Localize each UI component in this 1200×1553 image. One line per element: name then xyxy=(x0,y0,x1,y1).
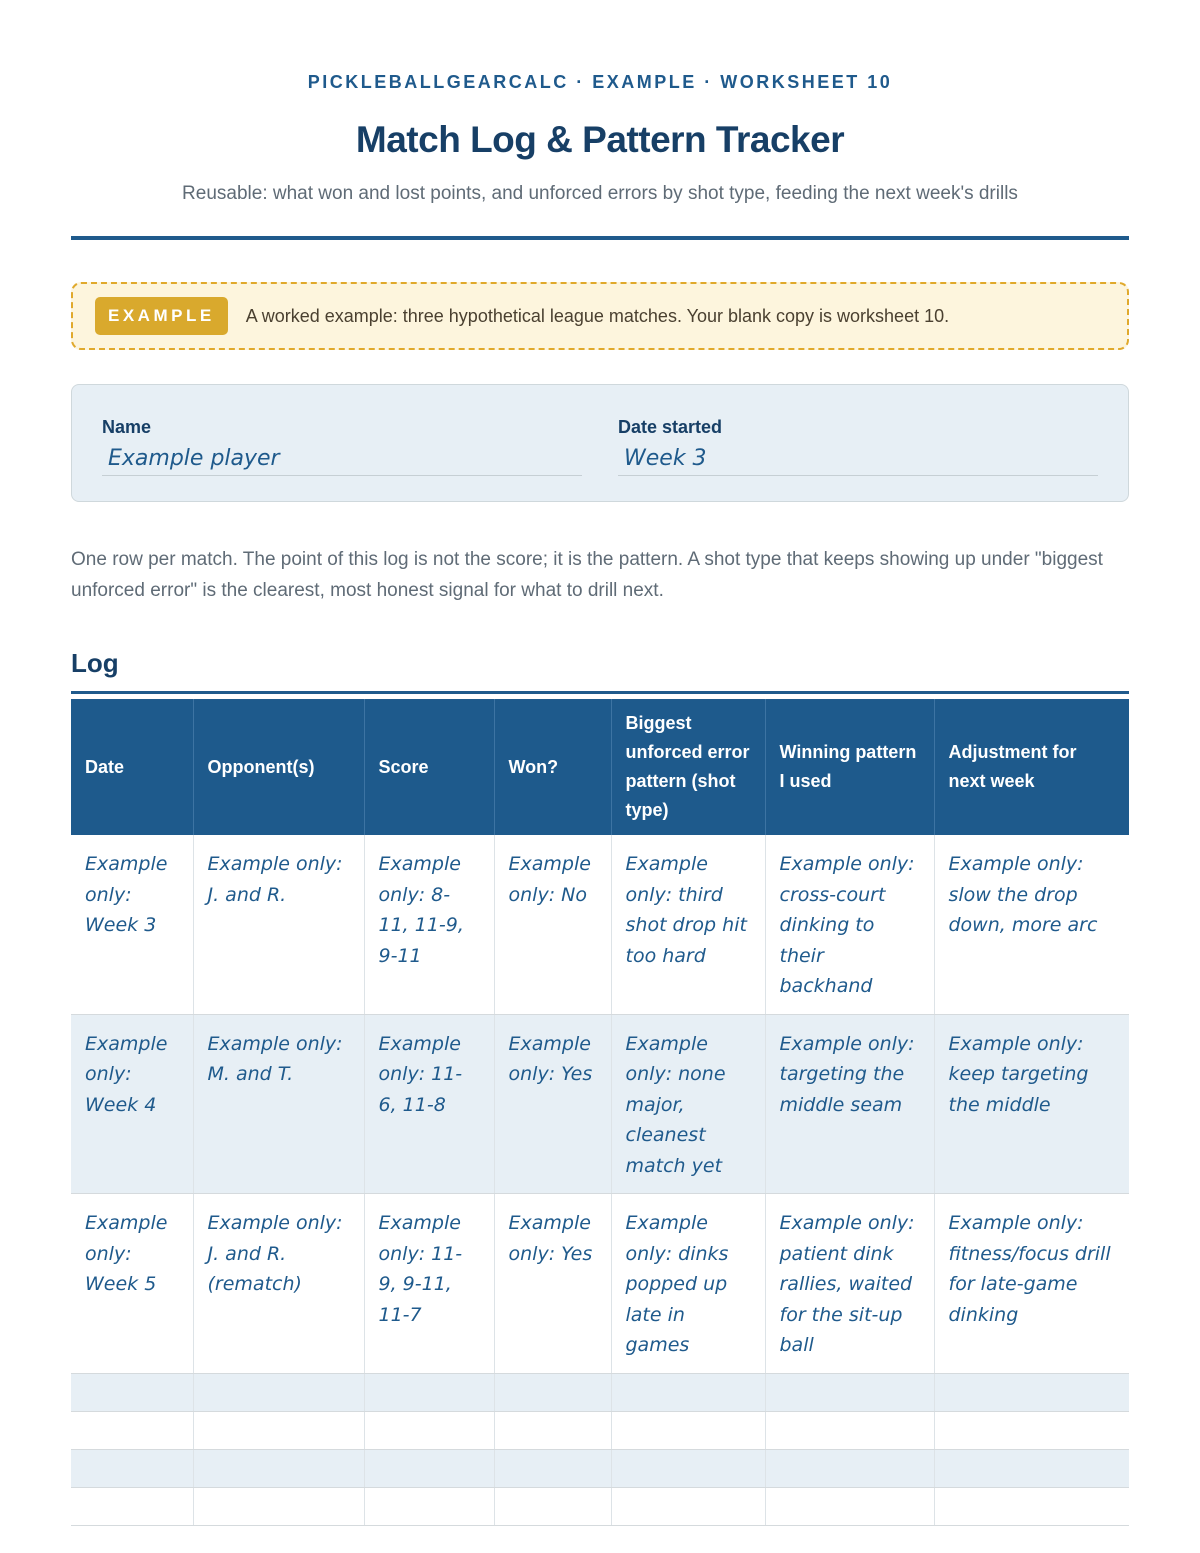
log-section-divider xyxy=(71,691,1129,694)
blank-table-row xyxy=(71,1373,1129,1411)
cell-adjustment[interactable]: Example only: fitness/focus drill for late-game dinking xyxy=(934,1194,1129,1374)
blank-cell[interactable] xyxy=(71,1487,193,1525)
cell-won[interactable]: Example only: Yes xyxy=(494,1194,611,1374)
blank-cell[interactable] xyxy=(193,1373,364,1411)
cell-winning-pattern[interactable]: Example only: targeting the middle seam xyxy=(765,1014,934,1194)
example-badge: EXAMPLE xyxy=(95,297,228,335)
blank-cell[interactable] xyxy=(193,1411,364,1449)
worksheet-eyebrow: PICKLEBALLGEARCALC · EXAMPLE · WORKSHEET 10 xyxy=(307,72,893,92)
blank-cell[interactable] xyxy=(611,1449,765,1487)
blank-table-row xyxy=(71,1487,1129,1525)
cell-adjustment[interactable]: Example only: keep targeting the middle xyxy=(934,1014,1129,1194)
worksheet-page xyxy=(71,0,1129,1526)
cell-date[interactable]: Example only: Week 5 xyxy=(71,1194,193,1374)
cell-score[interactable]: Example only: 8-11, 11-9, 9-11 xyxy=(364,835,494,1014)
blank-table-row xyxy=(71,1411,1129,1449)
blank-cell[interactable] xyxy=(611,1487,765,1525)
blank-cell[interactable] xyxy=(611,1373,765,1411)
table-row xyxy=(71,835,1129,1014)
blank-cell[interactable] xyxy=(494,1411,611,1449)
blank-cell[interactable] xyxy=(765,1487,934,1525)
blank-cell[interactable] xyxy=(364,1487,494,1525)
blank-cell[interactable] xyxy=(934,1487,1129,1525)
match-log-table xyxy=(71,699,1129,1526)
cell-score[interactable]: Example only: 11-9, 9-11, 11-7 xyxy=(364,1194,494,1374)
date-started-label: Date started xyxy=(618,417,723,437)
cell-opponents[interactable]: Example only: J. and R. xyxy=(193,835,364,1014)
cell-date[interactable]: Example only: Week 3 xyxy=(71,835,193,1014)
column-header-score: Score xyxy=(364,699,494,835)
cell-error-pattern[interactable]: Example only: third shot drop hit too hard xyxy=(611,835,765,1014)
blank-cell[interactable] xyxy=(765,1449,934,1487)
blank-cell[interactable] xyxy=(494,1449,611,1487)
header-divider xyxy=(71,236,1129,240)
blank-cell[interactable] xyxy=(934,1373,1129,1411)
blank-cell[interactable] xyxy=(934,1449,1129,1487)
blank-cell[interactable] xyxy=(193,1449,364,1487)
cell-winning-pattern[interactable]: Example only: patient dink rallies, waited for the sit-up ball xyxy=(765,1194,934,1374)
example-banner-text: A worked example: three hypothetical league matches. Your blank copy is worksheet 10. xyxy=(245,305,950,326)
cell-opponents[interactable]: Example only: M. and T. xyxy=(193,1014,364,1194)
blank-cell[interactable] xyxy=(364,1449,494,1487)
blank-cell[interactable] xyxy=(934,1411,1129,1449)
cell-score[interactable]: Example only: 11-6, 11-8 xyxy=(364,1014,494,1194)
name-label: Name xyxy=(102,417,152,437)
date-started-value[interactable]: Week 3 xyxy=(618,438,1098,476)
name-field xyxy=(102,417,582,501)
blank-cell[interactable] xyxy=(193,1487,364,1525)
date-started-field xyxy=(618,417,1098,501)
table-row xyxy=(71,1194,1129,1374)
worksheet-meta-panel xyxy=(71,384,1129,502)
blank-cell[interactable] xyxy=(494,1487,611,1525)
blank-table-row xyxy=(71,1449,1129,1487)
cell-opponents[interactable]: Example only: J. and R. (rematch) xyxy=(193,1194,364,1374)
cell-adjustment[interactable]: Example only: slow the drop down, more arc xyxy=(934,835,1129,1014)
column-header-winning-pattern: Winning pattern I used xyxy=(765,699,934,835)
table-row xyxy=(71,1014,1129,1194)
blank-cell[interactable] xyxy=(71,1411,193,1449)
example-banner xyxy=(71,282,1129,350)
blank-cell[interactable] xyxy=(765,1411,934,1449)
blank-cell[interactable] xyxy=(71,1373,193,1411)
column-header-date: Date xyxy=(71,699,193,835)
log-section-title: Log xyxy=(71,648,119,678)
name-value[interactable]: Example player xyxy=(102,438,582,476)
column-header-error-pattern: Biggest unforced error pattern (shot type) xyxy=(611,699,765,835)
blank-cell[interactable] xyxy=(71,1449,193,1487)
column-header-won: Won? xyxy=(494,699,611,835)
column-header-adjustment: Adjustment for next week xyxy=(934,699,1129,835)
intro-paragraph: One row per match. The point of this log is not the score; it is the pattern. A shot type that keeps showing up under "biggest unforced error" is the clearest, most honest signal for what to drill next. xyxy=(71,549,1103,601)
page-subtitle: Reusable: what won and lost points, and unforced errors by shot type, feeding the next week's drills xyxy=(182,183,1018,204)
blank-cell[interactable] xyxy=(364,1373,494,1411)
cell-won[interactable]: Example only: Yes xyxy=(494,1014,611,1194)
cell-winning-pattern[interactable]: Example only: cross-court dinking to their backhand xyxy=(765,835,934,1014)
table-header-row xyxy=(71,699,1129,835)
blank-cell[interactable] xyxy=(364,1411,494,1449)
blank-cell[interactable] xyxy=(494,1373,611,1411)
cell-error-pattern[interactable]: Example only: dinks popped up late in games xyxy=(611,1194,765,1374)
page-title: Match Log & Pattern Tracker xyxy=(355,119,845,160)
cell-won[interactable]: Example only: No xyxy=(494,835,611,1014)
blank-cell[interactable] xyxy=(765,1373,934,1411)
blank-cell[interactable] xyxy=(611,1411,765,1449)
cell-date[interactable]: Example only: Week 4 xyxy=(71,1014,193,1194)
cell-error-pattern[interactable]: Example only: none major, cleanest match yet xyxy=(611,1014,765,1194)
column-header-opponents: Opponent(s) xyxy=(193,699,364,835)
